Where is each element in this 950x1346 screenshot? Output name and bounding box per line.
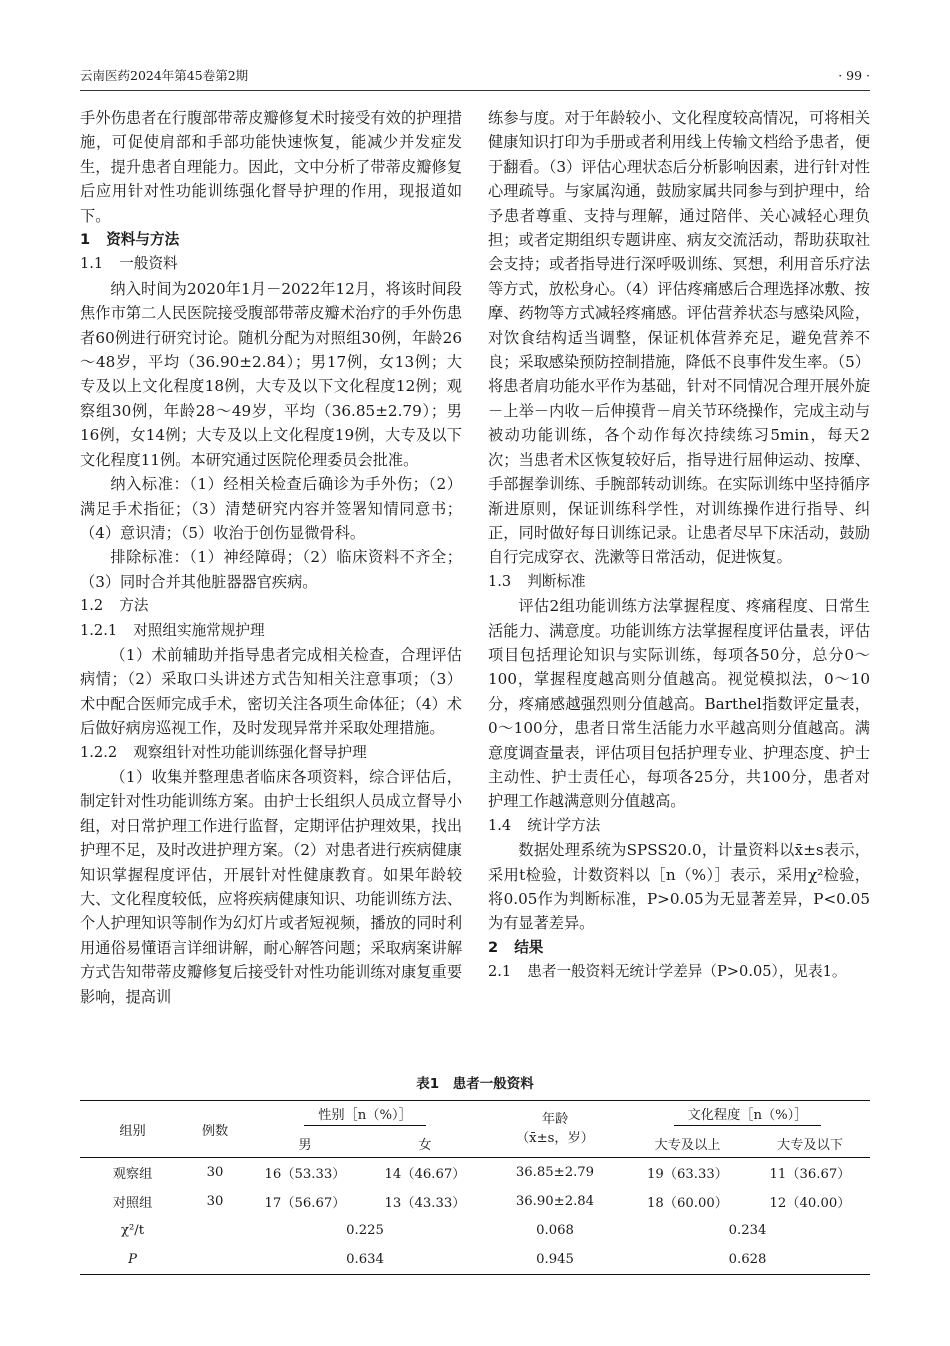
section-2-1-paragraph bbox=[488, 960, 870, 984]
header-age bbox=[485, 1101, 625, 1158]
header-age-label: 年龄 bbox=[541, 1112, 569, 1127]
table-row-statistic bbox=[80, 1216, 870, 1245]
cell-count: 30 bbox=[206, 1165, 224, 1180]
cell-empty bbox=[185, 1245, 245, 1275]
cell-age: 36.90±2.84 bbox=[515, 1194, 595, 1209]
cell-female: 14（46.67） bbox=[384, 1167, 466, 1182]
section-1-2-2-heading bbox=[80, 741, 462, 765]
section-title: 方法 bbox=[119, 597, 149, 615]
section-text: 患者一般资料无统计学差异（P>0.05），见表1。 bbox=[527, 963, 847, 981]
section-number: 1.3 bbox=[488, 572, 512, 590]
cell-edu-p: 0.628 bbox=[728, 1252, 767, 1267]
section-number: 2 bbox=[488, 938, 499, 956]
cell-count: 30 bbox=[206, 1194, 224, 1209]
section-title: 一般资料 bbox=[119, 255, 178, 273]
section-title: 判断标准 bbox=[527, 572, 586, 590]
section-title: 对照组实施常规护理 bbox=[133, 621, 265, 639]
cell-age: 36.85±2.79 bbox=[515, 1165, 595, 1180]
right-column bbox=[488, 106, 870, 985]
journal-name: 云南医药2024年第45卷第2期 bbox=[80, 68, 249, 83]
header-education-label: 文化程度［n（%）］ bbox=[674, 1104, 822, 1126]
cell-edu-high: 19（63.33） bbox=[647, 1167, 728, 1182]
running-header bbox=[80, 66, 870, 91]
cell-female: 13（43.33） bbox=[384, 1196, 466, 1211]
cell-edu-low: 11（36.67） bbox=[769, 1167, 851, 1182]
cell-edu-stat: 0.234 bbox=[728, 1223, 767, 1238]
table-caption: 表1 患者一般资料 bbox=[416, 1076, 534, 1092]
section-title: 资料与方法 bbox=[106, 231, 180, 249]
cell-sex-p: 0.634 bbox=[346, 1252, 384, 1267]
section-title: 结果 bbox=[514, 938, 544, 956]
section-1-2-heading bbox=[80, 594, 462, 618]
cell-group: 观察组 bbox=[112, 1167, 153, 1182]
header-edu-low: 大专及以下 bbox=[750, 1129, 870, 1158]
section-1-heading bbox=[80, 228, 462, 252]
section-number: 2.1 bbox=[488, 963, 512, 981]
header-age-unit: （x̄±s，岁） bbox=[515, 1131, 594, 1146]
header-male: 男 bbox=[245, 1129, 365, 1158]
section-number: 1.2.1 bbox=[80, 621, 118, 639]
header-edu-high: 大专及以上 bbox=[625, 1129, 750, 1158]
section-title: 观察组针对性功能训练强化督导护理 bbox=[133, 743, 367, 761]
observation-care-paragraph: （1）收集并整理患者临床各项资料，综合评估后，制定针对性功能训练方案。由护士长组织人员成立督导小组，对日常护理工作进行监督，定期评估护理效果，找出护理不足，及时改进护理方案。（2）对患者进行疾病健康知识掌握程度评估，开展针对性健康教育。如果年龄较大、文化程度较低，应将疾病健康知识、功能训练方法、个人护理知识等制作为幻灯片或者短视频，播放的同时利用通俗易懂语言详细讲解，耐心解答问题；采取病案讲解方式告知带蒂皮瓣修复后接受针对性功能训练对康复重要影响，提高训 bbox=[80, 767, 462, 1006]
header-female: 女 bbox=[365, 1129, 485, 1158]
observation-care-continued: 练参与度。对于年龄较小、文化程度较高情况，可将相关健康知识打印为手册或者利用线上传输文档给予患者，便于翻看。（3）评估心理状态后分析影响因素，进行针对性心理疏导。与家属沟通，鼓励家属共同参与到护理中，给予患者尊重、支持与理解，通过陪伴、关心减轻心理负担；或者定期组织专题讲座、病友交流活动，帮助获取社会支持；或者指导进行深呼吸训练、冥想，利用音乐疗法等方式，放松身心。（4）评估疼痛感后合理选择冰敷、按摩、药物等方式减轻疼痛感。评估营养状态与感染风险，对饮食结构适当调整，保证机体营养充足，避免营养不良；采取感染预防控制措施，降低不良事件发生率。（5）将患者肩功能水平作为基础，针对不同情况合理开展外旋－上举－内收－后伸摸背－肩关节环绕操作，完成主动与被动功能训练，各个动作每次持续练习5min，每天2次；当患者术区恢复较好后，指导进行屈伸运动、按摩、手部握拳训练、手腕部转动训练。在实际训练中坚持循序渐进原则，保证训练科学性，对训练操作进行指导、纠正，同时做好每日训练记录。让患者尽早下床活动，鼓励自行完成穿衣、洗漱等日常活动，促进恢复。 bbox=[488, 109, 870, 567]
section-1-4-heading bbox=[488, 814, 870, 838]
general-info-table bbox=[80, 1100, 870, 1275]
exclusion-criteria-paragraph: 排除标准：（1）神经障碍；（2）临床资料不齐全；（3）同时合并其他脏器器官疾病。 bbox=[80, 548, 462, 591]
header-sex bbox=[245, 1101, 485, 1130]
section-number: 1.2.2 bbox=[80, 743, 118, 761]
inclusion-criteria-paragraph: 纳入标准：（1）经相关检查后确诊为手外伤；（2）满足手术指征；（3）清楚研究内容并签署知情同意书；（4）意识清；（5）收治于创伤显微骨科。 bbox=[80, 475, 462, 542]
section-1-3-heading bbox=[488, 570, 870, 594]
header-count: 例数 bbox=[185, 1101, 245, 1158]
section-number: 1.4 bbox=[488, 816, 512, 834]
page-number: · 99 · bbox=[838, 67, 870, 83]
intro-paragraph: 手外伤患者在行腹部带蒂皮瓣修复术时接受有效的护理措施，可促使肩部和手部功能快速恢复，能减少并发症发生，提升患者自理能力。因此，文中分析了带蒂皮瓣修复后应用针对性功能训练强化督导护理的作用，现报道如下。 bbox=[80, 109, 462, 225]
section-number: 1.1 bbox=[80, 255, 104, 273]
cell-male: 16（53.33） bbox=[264, 1167, 346, 1182]
table-1 bbox=[80, 1072, 870, 1275]
cell-group: 对照组 bbox=[112, 1196, 153, 1211]
section-number: 1 bbox=[80, 231, 91, 249]
table-row-p-value bbox=[80, 1245, 870, 1275]
section-1-2-1-heading bbox=[80, 619, 462, 643]
header-group: 组别 bbox=[80, 1101, 185, 1158]
header-education bbox=[625, 1101, 870, 1130]
cell-male: 17（56.67） bbox=[264, 1196, 346, 1211]
cell-edu-high: 18（60.00） bbox=[647, 1196, 728, 1211]
table-row bbox=[80, 1187, 870, 1216]
cell-stat-label: χ²/t bbox=[120, 1223, 145, 1238]
header-sex-label: 性别［n（%）］ bbox=[304, 1104, 426, 1126]
cell-p-label: P bbox=[128, 1252, 137, 1267]
criteria-paragraph: 评估2组功能训练方法掌握程度、疼痛程度、日常生活能力、满意度。功能训练方法掌握程度评估量表，评估项目包括理论知识与实际训练，每项各50分，总分0～100，掌握程度越高则分值越高。视觉模拟法，0～10分，疼痛感越强烈则分值越高。Barthel指数评定量表，0～100分，患者日常生活能力水平越高则分值越高。满意度调查量表，评估项目包括护理专业、护理态度、护士主动性、护士责任心，每项各25分，共100分，患者对护理工作越满意则分值越高。 bbox=[488, 597, 870, 811]
section-number: 1.2 bbox=[80, 597, 104, 615]
control-care-paragraph: （1）术前辅助并指导患者完成相关检查，合理评估病情；（2）采取口头讲述方式告知相关注意事项；（3）术中配合医师完成手术，密切关注各项生命体征；（4）术后做好病房巡视工作，及时发现异常并采取处理措施。 bbox=[80, 645, 462, 738]
general-info-paragraph: 纳入时间为2020年1月－2022年12月，将该时间段焦作市第二人民医院接受腹部带蒂皮瓣术治疗的手外伤患者60例进行研究讨论。随机分配为对照组30例，年龄26～48岁，平均（36.90±2.84）；男17例，女13例；大专及以上文化程度18例，大专及以下文化程度12例；观察组30例，年龄28～49岁，平均（36.85±2.79）；男16例，女14例；大专及以上文化程度19例，大专及以下文化程度11例。本研究通过医院伦理委员会批准。 bbox=[80, 279, 462, 469]
table-row bbox=[80, 1158, 870, 1188]
section-2-heading bbox=[488, 936, 870, 960]
cell-empty bbox=[185, 1216, 245, 1245]
cell-age-p: 0.945 bbox=[536, 1252, 574, 1267]
left-column bbox=[80, 106, 462, 1009]
cell-sex-stat: 0.225 bbox=[346, 1223, 384, 1238]
section-title: 统计学方法 bbox=[527, 816, 601, 834]
cell-age-stat: 0.068 bbox=[536, 1223, 574, 1238]
section-1-1-heading bbox=[80, 252, 462, 276]
statistics-paragraph: 数据处理系统为SPSS20.0，计量资料以x̄±s表示，采用t检验，计数资料以［n（%）］表示，采用χ²检验，将0.05作为判断标准，P>0.05为无显著差异，P<0.05为有显著差异。 bbox=[488, 841, 870, 933]
cell-edu-low: 12（40.00） bbox=[769, 1196, 851, 1211]
